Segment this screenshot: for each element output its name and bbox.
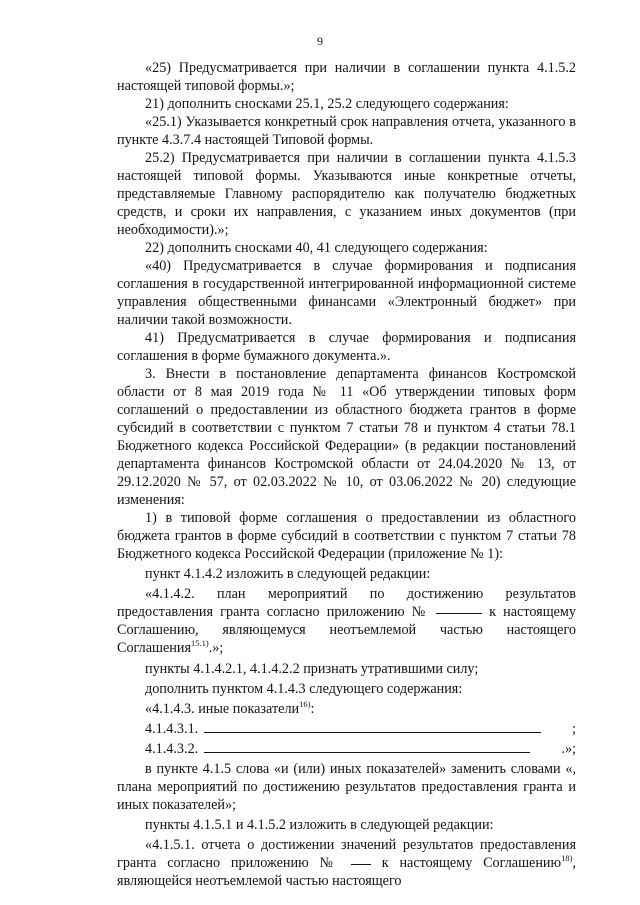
paragraph-footnote-25: «25) Предусматривается при наличии в соглашении пункта 4.1.5.2 настоящей типовой формы.»;: [117, 60, 576, 94]
fill-line: [204, 731, 541, 733]
paragraph-item-22: 22) дополнить сносками 40, 41 следующего содержания:: [145, 240, 488, 256]
footnote-ref: 18): [561, 853, 573, 863]
paragraph-4-1-4-2-text: [117, 585, 576, 657]
document-body: [117, 59, 576, 890]
paragraph-footnote-41: 41) Предусматривается в случае формирования и подписания соглашения в форме бумажного документа.».: [117, 330, 576, 364]
text-colon: :: [310, 701, 315, 717]
paragraph-4-1-5-1-2: пункты 4.1.5.1 и 4.1.5.2 изложить в следующей редакции:: [145, 817, 494, 833]
text-4-1-4-2-start: «4.1.4.2. план мероприятий по достижению результатов предоставления гранта согласно приложению №: [117, 586, 576, 620]
blank-line: [436, 612, 482, 614]
paragraph-footnote-25-2: 25.2) Предусматривается при наличии в соглашении пункта 4.1.5.3 настоящей типовой формы. Указываются иные конкретные отчеты, представляемые Главному распорядителю как получателю бюджетных средств, и сроки их направления, с указанием иных документов (при необходимости).»;: [117, 150, 576, 238]
paragraph-footnote-40: «40) Предусматривается в случае формирования и подписания соглашения в государственной интегрированной информационной системе управления общественными финансами «Электронный бюджет» при наличии такой возможности.: [117, 258, 576, 328]
text-other-indicators: «4.1.4.3. иные показатели: [145, 701, 300, 717]
paragraph-4-1-4-3-1: [117, 720, 576, 738]
paragraph-invalidate: пункты 4.1.4.2.1, 4.1.4.2.2 признать утратившими силу;: [145, 661, 479, 677]
blank-line: [351, 863, 371, 865]
paragraph-item-3: 3. Внести в постановление департамента финансов Костромской области от 8 мая 2019 года № 11 «Об утверждении типовых форм соглашений о предоставлении из областного бюджета грантов в форме субсидий в соответствии с пунктом 7 статьи 78 и пунктом 4 статьи 78.1 Бюджетного кодекса Российской Федерации» (в редакции постановлений департамента финансов Костромской области от 24.04.2020 № 13, от 29.12.2020 № 57, от 02.03.2022 № 10, от 03.06.2022 № 20) следующие изменения:: [117, 366, 576, 508]
paragraph-footnote-25-1: «25.1) Указывается конкретный срок направления отчета, указанного в пункте 4.3.7.4 настоящей Типовой формы.: [117, 114, 576, 148]
footnote-ref: 15.1): [190, 638, 209, 648]
text-closing: .»;: [208, 640, 224, 656]
text-4-1-5-1-mid: к настоящему Соглашению: [381, 855, 562, 871]
label-4-1-4-3-2: 4.1.4.3.2.: [145, 741, 199, 757]
paragraph-subitem-1: 1) в типовой форме соглашения о предоставлении из областного бюджета грантов в форме субсидий в соответствии с пунктом 7 статьи 78 Бюджетного кодекса Российской Федерации (приложение № 1):: [117, 510, 576, 562]
paragraph-point-4-1-4-2: пункт 4.1.4.2 изложить в следующей редакции:: [145, 566, 431, 582]
text-closing: .»;: [561, 741, 576, 757]
fill-line: [204, 751, 530, 753]
page-number: 9: [317, 34, 323, 48]
text-semicolon: ;: [572, 721, 576, 737]
text-4-1-5-1-start: «4.1.5.1. отчета о достижении значений результатов предоставления гранта согласно приложению №: [117, 837, 576, 871]
footnote-ref: 16): [299, 699, 311, 709]
paragraph-4-1-5-1: [117, 836, 576, 890]
paragraph-add-4-1-4-3: дополнить пунктом 4.1.4.3 следующего содержания:: [145, 681, 463, 697]
text-4-1-5-1-end: , являющейся неотъемлемой частью настоящего: [117, 855, 576, 889]
text-4-1-4-2-end: к настоящему Соглашению, являющемуся неотъемлемой частью настоящего Соглашения: [117, 604, 576, 656]
paragraph-4-1-4-3-2: [117, 740, 576, 758]
paragraph-item-21: 21) дополнить сносками 25.1, 25.2 следующего содержания:: [145, 96, 509, 112]
paragraph-4-1-5-change: в пункте 4.1.5 слова «и (или) иных показателей» заменить словами «, плана мероприятий по достижению результатов предоставления гранта и иных показателей»;: [117, 761, 576, 813]
label-4-1-4-3-1: 4.1.4.3.1.: [145, 721, 199, 737]
paragraph-4-1-4-3: [117, 700, 576, 718]
